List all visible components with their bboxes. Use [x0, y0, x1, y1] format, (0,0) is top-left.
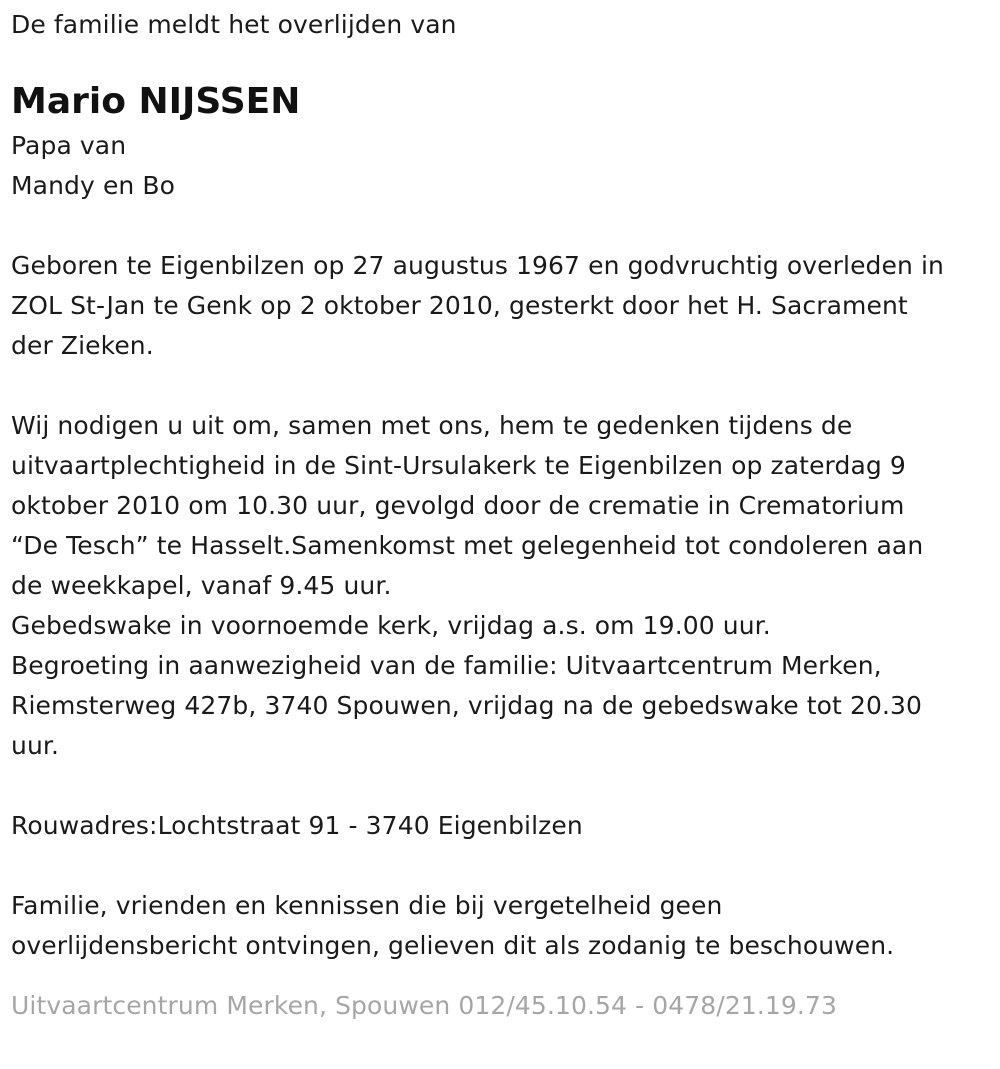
funeral-home-footer: Uitvaartcentrum Merken, Spouwen 012/45.10.54 - 0478/21.19.73 — [11, 991, 837, 1020]
closing-paragraph — [11, 886, 986, 966]
relation-line: Papa van — [11, 131, 127, 160]
paragraph-line: de weekkapel, vanaf 9.45 uur. — [11, 571, 392, 600]
paragraph-line: Geboren te Eigenbilzen op 27 augustus 1967 en godvruchtig overleden in — [11, 251, 944, 280]
intro-text: De familie meldt het overlijden van — [11, 10, 457, 39]
paragraph-line: uitvaartplechtigheid in de Sint-Ursulakerk te Eigenbilzen op zaterdag 9 — [11, 451, 906, 480]
paragraph-line: Riemsterweg 427b, 3740 Spouwen, vrijdag na de gebedswake tot 20.30 — [11, 691, 923, 720]
spacer — [11, 766, 986, 806]
relation-block — [11, 126, 986, 206]
paragraph-line: oktober 2010 om 10.30 uur, gevolgd door de crematie in Crematorium — [11, 491, 905, 520]
paragraph-line: “De Tesch” te Hasselt.Samenkomst met gelegenheid tot condoleren aan — [11, 531, 924, 560]
paragraph-line: uur. — [11, 731, 60, 760]
spacer — [11, 206, 986, 246]
birth-death-paragraph — [11, 246, 986, 366]
death-notice — [11, 0, 986, 1026]
ceremony-paragraph — [11, 406, 986, 766]
relation-line: Mandy en Bo — [11, 171, 176, 200]
paragraph-line: der Zieken. — [11, 331, 154, 360]
spacer — [11, 366, 986, 406]
spacer — [11, 846, 986, 886]
paragraph-line: ZOL St-Jan te Genk op 2 oktober 2010, gesterkt door het H. Sacrament — [11, 291, 908, 320]
paragraph-line: Wij nodigen u uit om, samen met ons, hem te gedenken tijdens de — [11, 411, 853, 440]
paragraph-line: overlijdensbericht ontvingen, gelieven dit als zodanig te beschouwen. — [11, 931, 895, 960]
paragraph-line: Gebedswake in voornoemde kerk, vrijdag a.s. om 19.00 uur. — [11, 611, 771, 640]
paragraph-line: Begroeting in aanwezigheid van de familie: Uitvaartcentrum Merken, — [11, 651, 882, 680]
mourning-address: Rouwadres:Lochtstraat 91 - 3740 Eigenbilzen — [11, 811, 583, 840]
paragraph-line: Familie, vrienden en kennissen die bij vergetelheid geen — [11, 891, 723, 920]
deceased-name: Mario NIJSSEN — [11, 81, 301, 122]
